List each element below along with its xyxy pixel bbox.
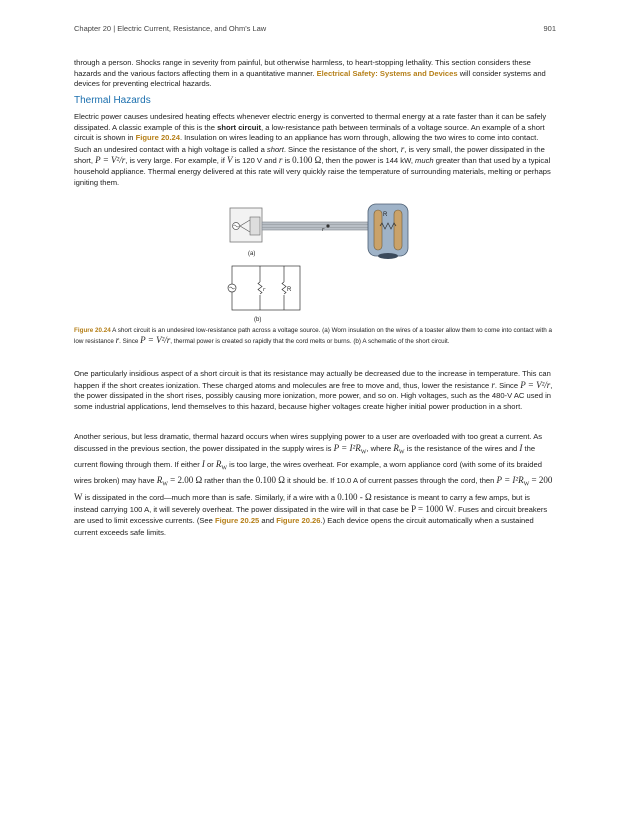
section-title: Thermal Hazards: [74, 95, 151, 106]
p3-text-k: . Fuses and circuit breakers are used to limit excessive currents. (See: [74, 504, 548, 526]
math-i: I: [201, 459, 205, 470]
caption-math-r: r: [115, 334, 120, 345]
math-subscript: W: [523, 481, 530, 488]
electrical-safety-link[interactable]: Electrical Safety: Systems and Devices: [316, 68, 458, 78]
p3-text-j: resistance is meant to carry a few amps, but is instead carrying 100 A, it will severely overheat. The power dissipated in the wire will in that case be: [74, 492, 530, 514]
p3-text-d: the current flowing through them. If either: [74, 443, 536, 470]
math-power-equation: P = V²/r: [520, 379, 551, 390]
short-term: short: [266, 144, 284, 154]
paragraph-short-circuit: [74, 112, 556, 188]
intro-text-end: will consider systems and devices for preventing electrical hazards.: [74, 68, 546, 89]
math-rw: R: [393, 442, 399, 453]
wire-r-label: r: [322, 227, 325, 233]
toaster-base: [378, 253, 398, 259]
p1-text-e: , is very small, the power dissipated in the short,: [74, 144, 545, 166]
math-subscript: W: [221, 465, 228, 472]
short-circuit-term: short circuit: [217, 122, 261, 132]
math-r: r: [400, 143, 405, 154]
figure-20-24: [74, 200, 556, 332]
section-heading-block: [74, 95, 556, 106]
p1-text-i: , then the power is 144 kW,: [321, 156, 416, 166]
caption-text-a: A short circuit is an undesired low-resistance path across a voltage source. (a) Worn insulation on the wires of a toaster allow them to come into contact with a low resistance: [74, 327, 552, 345]
math-rw-number: = 2.00 Ω: [167, 475, 203, 486]
figure-label-b: (b): [254, 317, 262, 323]
math-i: I: [519, 442, 523, 453]
math-power-equation: P = V²/r: [95, 155, 126, 166]
figure-caption: [74, 326, 556, 346]
p1-text-a: Electric power causes undesired heating effects whenever electric energy is converted to thermal energy at a rate faster than it can be safely dissipated. A classic example of this is the: [74, 112, 547, 132]
math-subscript: W: [162, 481, 168, 488]
schematic-r-label: r: [263, 287, 266, 293]
heater-R-label: R: [383, 212, 388, 218]
p1-text-c: . Insulation on wires leading to an appliance has worn through, allowing the two wires to come into contact. Such an undesired contact with a high voltage is called a: [74, 133, 539, 154]
p1-text-b: , a low-resistance path between terminals of a voltage source. An example of a short circuit is shown in: [74, 122, 545, 143]
p3-text-c: is the resistance of the wires and: [404, 443, 520, 453]
math-r: r: [491, 379, 495, 390]
page-header: [74, 24, 556, 33]
caption-math-equation: P = V²/r: [140, 334, 171, 345]
p3-text-h: it should be. If 10.0 A of current passes through the cord, then: [285, 476, 497, 486]
p2-text-c: , the power dissipated in the short rises, possibly causing more ionization, more power, and so on. High voltages, such as the 480-V AC used in some industrial applications, lend themselves to this hazard, because higher voltages create higher initial power production in a short.: [74, 380, 553, 411]
caption-label: Figure 20.24: [74, 327, 111, 334]
p1-text-g: is 120 V and: [232, 156, 279, 166]
figure-illustration: [74, 200, 556, 332]
schematic-short-resistor: [258, 282, 262, 294]
paragraph-overload: [74, 431, 556, 539]
math-wire-power: P = I²R: [333, 442, 361, 453]
intro-text: through a person. Shocks range in severity from painful, but otherwise harmless, to heart-stopping lethality. This section considers these hazards and the various factors affecting them in a quantitative manner.: [74, 58, 531, 78]
p3-text-e: or: [204, 460, 216, 470]
intro-paragraph: [74, 58, 556, 90]
p3-text-f: is too large, the wires overheat. For example, a worn appliance cord (with some of its braided wires broken) may have: [74, 460, 542, 486]
schematic-R-label: R: [287, 287, 292, 293]
p1-text-j: greater than that used by a typical household appliance. Thermal energy delivered at this rate will very quickly raise the temperature of surrounding materials, melting or perhaps igniting them.: [74, 156, 551, 187]
p3-text-i: is dissipated in the cord—much more than is safe. Similarly, if a wire with a: [82, 492, 338, 502]
much-emphasis: much: [415, 156, 434, 166]
math-resistance-value-2: 0.100 - Ω: [337, 491, 372, 502]
caption-text-b: . Since: [119, 337, 141, 345]
paragraph-ionization: [74, 369, 556, 412]
math-power-200w: P = I²R: [496, 475, 524, 486]
p3-text-l: .) Each device opens the circuit automatically when a sustained current exceeds safe limits.: [74, 516, 534, 538]
math-power-1000w: P = 1000 W: [411, 503, 454, 514]
p1-text-h: is: [282, 156, 293, 166]
math-r: r: [278, 155, 283, 166]
figure-20-25-link[interactable]: Figure 20.25: [214, 516, 260, 526]
p2-text-a: One particularly insidious aspect of a short circuit is that its resistance may actually be decreased due to the increase in temperature. This can happen if the short creates ionization. These charged atoms and molecules are free to move and, thus, lower the resistance: [74, 369, 551, 390]
schematic-load-resistor: [282, 282, 286, 294]
math-rw-value: R: [156, 475, 163, 486]
math-resistance-value: 0.100 Ω: [292, 155, 322, 166]
math-subscript: W: [360, 449, 367, 456]
p3-text-g: rather than the: [202, 476, 256, 486]
p3-text-a: Another serious, but less dramatic, thermal hazard occurs when wires supplying power to a user are overloaded with too great a current. As discussed in the previous section, the power dissipated in the supply wires is: [74, 432, 543, 453]
short-contact-point: [326, 224, 329, 227]
figure-label-a: (a): [248, 251, 256, 257]
page-number: 901: [543, 24, 556, 33]
math-v: V: [226, 155, 233, 166]
math-subscript: W: [398, 449, 405, 456]
power-cord: [262, 222, 370, 230]
math-200w-value: = 200 W: [74, 475, 553, 502]
plug-socket: [250, 217, 260, 235]
p3-text-b: , where: [366, 443, 394, 453]
p1-text-f: , is very large. For example, if: [125, 156, 227, 166]
math-resistance-value: 0.100 Ω: [255, 475, 285, 486]
figure-20-24-link[interactable]: Figure 20.24: [135, 133, 180, 143]
p1-text-d: . Since the resistance of the short,: [283, 144, 401, 154]
math-rw: R: [215, 459, 222, 470]
chapter-title: Chapter 20 | Electric Current, Resistance, and Ohm's Law: [74, 24, 267, 33]
caption-text-c: , thermal power is created so rapidly that the cord melts or burns. (b) A schematic of the short circuit.: [170, 337, 450, 345]
figure-20-26-link[interactable]: Figure 20.26: [276, 516, 321, 526]
p2-text-b: . Since: [494, 380, 521, 390]
p3-and: and: [259, 516, 277, 526]
